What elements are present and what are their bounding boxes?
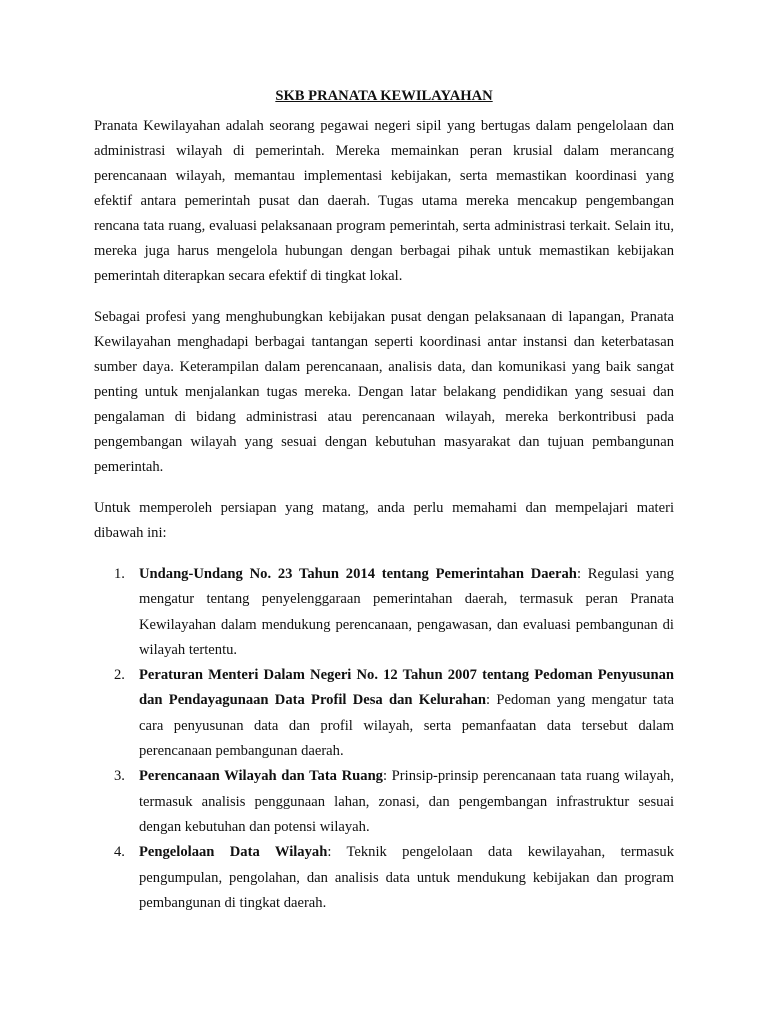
list-item [94, 840, 674, 916]
list-item-heading: Perencanaan Wilayah dan Tata Ruang [139, 768, 383, 785]
list-item-number: 2. [114, 667, 125, 684]
paragraph-challenges: Sebagai profesi yang menghubungkan kebijakan pusat dengan pelaksanaan di lapangan, Pranata Kewilayahan menghadapi berbagai tantangan seperti koordinasi antar instansi dan keterbatasan sumber daya. Keterampilan dalam perencanaan, analisis data, dan komunikasi yang baik sangat penting untuk menjalankan tugas mereka. Dengan latar belakang pendidikan yang sesuai dan pengalaman di bidang administrasi atau perencanaan wilayah, mereka berkontribusi pada pengembangan wilayah yang sesuai dengan kebutuhan masyarakat dan tujuan pembangunan pemerintah. [94, 309, 674, 475]
list-item-text: : Teknik pengelolaan data kewilayahan, termasuk pengumpulan, pengolahan, dan analisis data untuk mendukung kebijakan dan program pembangunan di tingkat daerah. [139, 844, 674, 911]
list-item [94, 764, 674, 840]
list-item-number: 4. [114, 844, 125, 861]
list-item-text: : Prinsip-prinsip perencanaan tata ruang wilayah, termasuk analisis penggunaan lahan, zonasi, dan pengembangan infrastruktur sesuai dengan kebutuhan dan potensi wilayah. [139, 768, 674, 835]
list-item-number: 3. [114, 768, 125, 785]
paragraph-intro: Pranata Kewilayahan adalah seorang pegawai negeri sipil yang bertugas dalam pengelolaan dan administrasi wilayah di pemerintah. Mereka memainkan peran krusial dalam merancang perencanaan wilayah, memantau implementasi kebijakan, serta memastikan koordinasi yang efektif antara pemerintah pusat dan daerah. Tugas utama mereka mencakup pengembangan rencana tata ruang, evaluasi pelaksanaan program pemerintah, serta administrasi terkait. Selain itu, mereka juga harus mengelola hubungan dengan berbagai pihak untuk memastikan kebijakan pemerintah diterapkan secara efektif di tingkat lokal. [94, 118, 674, 284]
list-item-heading: Peraturan Menteri Dalam Negeri No. 12 Tahun 2007 tentang Pedoman Penyusunan dan Pendayagunaan Data Profil Desa dan Kelurahan [139, 667, 674, 709]
list-item-text: : Pedoman yang mengatur tata cara penyusunan data dan profil wilayah, serta pemanfaatan data tersebut dalam perencanaan pembangunan daerah. [139, 692, 674, 760]
material-list [94, 562, 674, 916]
list-item-number: 1. [114, 566, 125, 582]
list-item [94, 663, 674, 764]
list-item [94, 562, 674, 663]
paragraph-preparation: Untuk memperoleh persiapan yang matang, anda perlu memahami dan mempelajari materi dibawah ini: [94, 500, 674, 541]
document-page [94, 84, 674, 916]
list-item-heading: Pengelolaan Data Wilayah [139, 844, 328, 861]
document-title: SKB PRANATA KEWILAYAHAN [275, 88, 493, 104]
list-item-text: : Regulasi yang mengatur tentang penyelenggaraan pemerintahan daerah, termasuk peran Pranata Kewilayahan dalam mendukung perencanaan, pengawasan, dan evaluasi pembangunan di wilayah tertentu. [139, 566, 674, 658]
list-item-heading: Undang-Undang No. 23 Tahun 2014 tentang Pemerintahan Daerah [139, 566, 577, 582]
